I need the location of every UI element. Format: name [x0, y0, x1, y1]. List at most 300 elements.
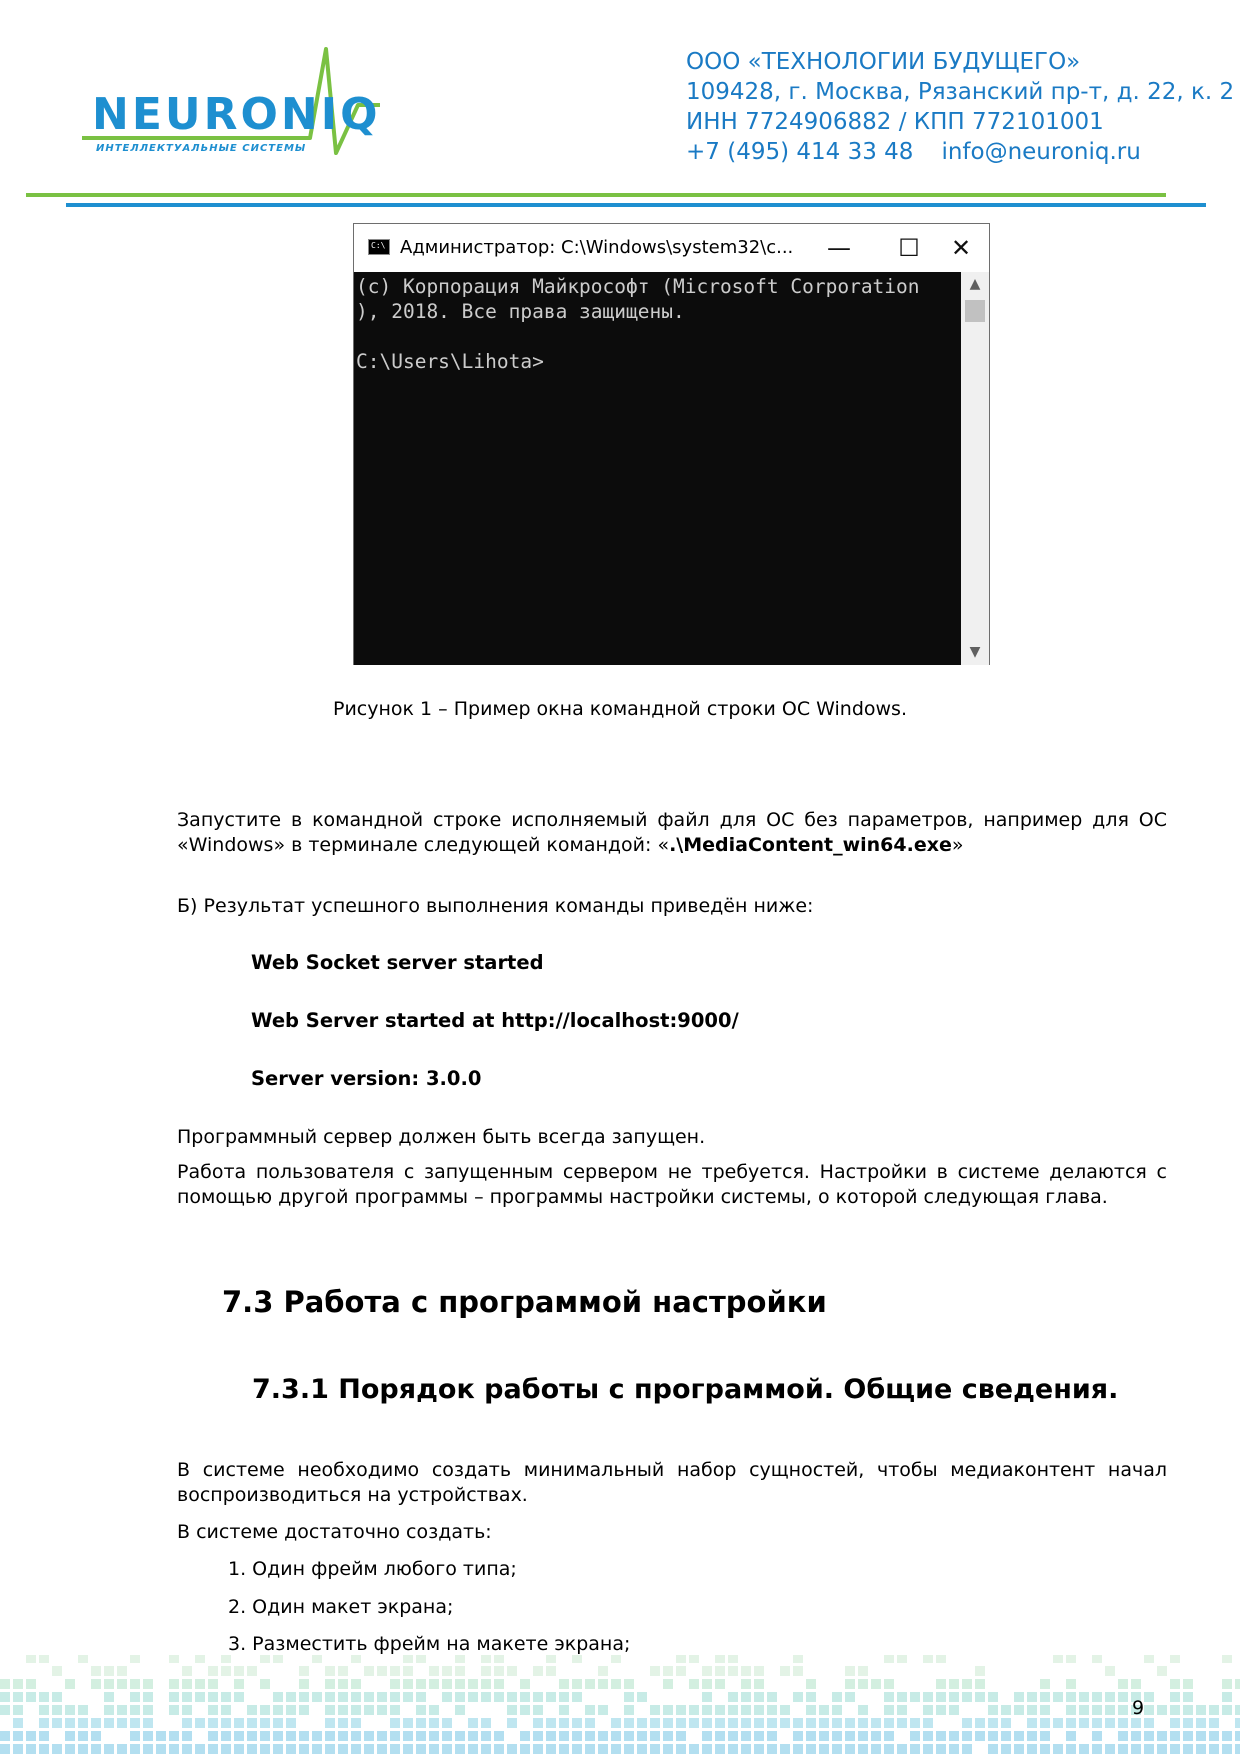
footer-pattern-square — [234, 1718, 244, 1728]
footer-pattern-square — [299, 1692, 309, 1702]
footer-pattern-square — [1170, 1731, 1180, 1741]
footer-pattern-square — [715, 1655, 725, 1663]
footer-pattern-square — [910, 1718, 920, 1728]
footer-pattern-square — [52, 1705, 62, 1715]
footer-pattern-square — [481, 1718, 491, 1728]
footer-pattern-square — [936, 1679, 946, 1689]
footer-pattern-square — [130, 1679, 140, 1689]
footer-pattern-square — [364, 1666, 374, 1676]
footer-pattern-square — [572, 1744, 582, 1754]
footer-pattern-square — [169, 1744, 179, 1754]
footer-pattern-square — [195, 1692, 205, 1702]
footer-pattern-square — [1196, 1705, 1206, 1715]
footer-pattern-square — [429, 1705, 439, 1715]
company-phone: +7 (495) 414 33 48 — [686, 139, 914, 165]
footer-pattern-square — [1027, 1718, 1037, 1728]
footer-pattern-square — [624, 1679, 634, 1689]
footer-pattern-square — [221, 1655, 231, 1663]
footer-pattern-square — [78, 1718, 88, 1728]
footer-pattern-square — [351, 1744, 361, 1754]
footer-pattern-square — [377, 1744, 387, 1754]
footer-pattern-square — [572, 1718, 582, 1728]
footer-pattern-square — [494, 1692, 504, 1702]
footer-pattern-square — [1209, 1718, 1219, 1728]
section-heading: 7.3 Работа с программой настройки — [222, 1285, 827, 1319]
footer-pattern-square — [1131, 1744, 1141, 1754]
footer-pattern-square — [611, 1679, 621, 1689]
footer-pattern-square — [780, 1705, 790, 1715]
footer-pattern-square — [949, 1705, 959, 1715]
footer-pattern-square — [390, 1705, 400, 1715]
footer-pattern-square — [1027, 1705, 1037, 1715]
footer-pattern-square — [507, 1718, 517, 1728]
footer-pattern-square — [1131, 1731, 1141, 1741]
footer-pattern-square — [1235, 1679, 1240, 1689]
footer-pattern-square — [884, 1692, 894, 1702]
footer-pattern-square — [598, 1731, 608, 1741]
footer-pattern-square — [130, 1744, 140, 1754]
footer-pattern-square — [533, 1692, 543, 1702]
footer-pattern-square — [1118, 1744, 1128, 1754]
footer-pattern-square — [390, 1679, 400, 1689]
footer-pattern-square — [78, 1731, 88, 1741]
footer-pattern-square — [130, 1655, 140, 1663]
footer-pattern-square — [663, 1705, 673, 1715]
footer-pattern-square — [169, 1705, 179, 1715]
company-inn-kpp: ИНН 7724906882 / КПП 772101001 — [686, 109, 1104, 135]
footer-pattern-square — [819, 1705, 829, 1715]
footer-pattern-square — [728, 1655, 738, 1663]
footer-pattern-square — [416, 1744, 426, 1754]
footer-pattern-square — [1196, 1744, 1206, 1754]
footer-pattern-square — [13, 1744, 23, 1754]
footer-pattern-square — [234, 1731, 244, 1741]
footer-pattern-square — [559, 1692, 569, 1702]
logo-subtitle: ИНТЕЛЛЕКТУАЛЬНЫЕ СИСТЕМЫ — [96, 143, 307, 154]
footer-pattern-square — [676, 1718, 686, 1728]
footer-pattern-square — [637, 1744, 647, 1754]
footer-pattern-square — [715, 1666, 725, 1676]
console-title: Администратор: C:\Windows\system32\c... — [400, 237, 794, 258]
footer-pattern-square — [715, 1679, 725, 1689]
footer-pattern-square — [1131, 1679, 1141, 1689]
footer-pattern-square — [156, 1744, 166, 1754]
footer-pattern-square — [273, 1731, 283, 1741]
footer-pattern-square — [754, 1692, 764, 1702]
footer-pattern-square — [455, 1692, 465, 1702]
footer-pattern-square — [780, 1718, 790, 1728]
footer-pattern-square — [1001, 1705, 1011, 1715]
footer-pattern-square — [832, 1692, 842, 1702]
footer-pattern-square — [26, 1731, 36, 1741]
footer-pattern-square — [1170, 1679, 1180, 1689]
console-scrollbar[interactable] — [961, 272, 989, 665]
footer-pattern-square — [221, 1692, 231, 1702]
footer-pattern-square — [130, 1705, 140, 1715]
scrollbar-thumb[interactable] — [965, 300, 985, 322]
footer-pattern-square — [416, 1679, 426, 1689]
footer-pattern-square — [1118, 1679, 1128, 1689]
footer-pattern-square — [182, 1679, 192, 1689]
footer-pattern-square — [1027, 1692, 1037, 1702]
footer-pattern-square — [442, 1744, 452, 1754]
footer-pattern-square — [104, 1666, 114, 1676]
footer-pattern-square — [130, 1731, 140, 1741]
footer-pattern-square — [182, 1705, 192, 1715]
footer-pattern-square — [793, 1731, 803, 1741]
footer-pattern-square — [715, 1731, 725, 1741]
footer-pattern-square — [26, 1744, 36, 1754]
footer-pattern-square — [715, 1744, 725, 1754]
footer-pattern-square — [689, 1718, 699, 1728]
footer-pattern-square — [260, 1744, 270, 1754]
footer-pattern-square — [559, 1705, 569, 1715]
page-number: 9 — [1132, 1697, 1145, 1719]
footer-pattern-square — [234, 1666, 244, 1676]
footer-pattern-square — [741, 1731, 751, 1741]
logo-text: NEURONIQ — [92, 89, 381, 140]
console-window — [353, 223, 990, 665]
footer-pattern-square — [702, 1705, 712, 1715]
footer-pattern-square — [858, 1718, 868, 1728]
footer-pattern-square — [923, 1731, 933, 1741]
footer-pattern-square — [871, 1718, 881, 1728]
footer-pattern-square — [195, 1655, 205, 1663]
footer-pattern-square — [884, 1655, 894, 1663]
footer-pattern-square — [624, 1692, 634, 1702]
footer-pattern-square — [845, 1692, 855, 1702]
footer-pattern-square — [13, 1705, 23, 1715]
footer-pattern-square — [429, 1666, 439, 1676]
footer-pattern-square — [520, 1744, 530, 1754]
footer-pattern-square — [1040, 1692, 1050, 1702]
footer-pattern-square — [65, 1731, 75, 1741]
footer-pattern-square — [39, 1692, 49, 1702]
footer-pattern-square — [663, 1718, 673, 1728]
footer-pattern-square — [1209, 1731, 1219, 1741]
footer-pattern-square — [923, 1718, 933, 1728]
footer-pattern-square — [793, 1666, 803, 1676]
footer-pattern-square — [260, 1718, 270, 1728]
footer-pattern-square — [559, 1679, 569, 1689]
footer-pattern-square — [351, 1692, 361, 1702]
footer-pattern-square — [234, 1744, 244, 1754]
footer-pattern-square — [455, 1705, 465, 1715]
footer-pattern-square — [1105, 1744, 1115, 1754]
footer-pattern-square — [1235, 1731, 1240, 1741]
footer-pattern-square — [195, 1744, 205, 1754]
footer-pattern-square — [1053, 1744, 1063, 1754]
footer-pattern-square — [923, 1705, 933, 1715]
footer-pattern-square — [52, 1692, 62, 1702]
footer-pattern-square — [533, 1718, 543, 1728]
footer-pattern-square — [923, 1692, 933, 1702]
footer-pattern-square — [572, 1655, 582, 1663]
footer-pattern-square — [1183, 1731, 1193, 1741]
footer-pattern-square — [975, 1666, 985, 1676]
footer-pattern-square — [117, 1705, 127, 1715]
footer-pattern-square — [1105, 1692, 1115, 1702]
footer-pattern-square — [793, 1744, 803, 1754]
footer-pattern-square — [546, 1692, 556, 1702]
footer-pattern-square — [533, 1744, 543, 1754]
footer-pattern-square — [1183, 1705, 1193, 1715]
footer-pattern-square — [312, 1744, 322, 1754]
footer-pattern-square — [702, 1666, 712, 1676]
footer-pattern-square — [715, 1718, 725, 1728]
close-button[interactable]: ✕ — [950, 234, 972, 262]
footer-pattern-square — [416, 1731, 426, 1741]
footer-pattern-square — [13, 1731, 23, 1741]
footer-pattern-square — [1118, 1692, 1128, 1702]
footer-pattern-square — [351, 1731, 361, 1741]
footer-pattern-square — [273, 1692, 283, 1702]
footer-pattern-square — [299, 1731, 309, 1741]
footer-pattern-square — [1209, 1705, 1219, 1715]
footer-pattern-square — [338, 1679, 348, 1689]
run-command: .\MediaContent_win64.exe — [669, 834, 952, 856]
footer-pattern-square — [767, 1731, 777, 1741]
footer-pattern-square — [1001, 1744, 1011, 1754]
footer-pattern-square — [364, 1731, 374, 1741]
footer-pattern-square — [767, 1718, 777, 1728]
footer-pattern-square — [208, 1744, 218, 1754]
footer-pattern-square — [221, 1705, 231, 1715]
list-item: 3. Разместить фрейм на макете экрана; — [228, 1633, 631, 1655]
footer-pattern-square — [572, 1692, 582, 1702]
footer-pattern-square — [208, 1705, 218, 1715]
footer-pattern-square — [260, 1655, 270, 1663]
footer-pattern-square — [1053, 1692, 1063, 1702]
footer-pattern-square — [130, 1692, 140, 1702]
footer-pattern-square — [780, 1744, 790, 1754]
footer-pattern-square — [273, 1718, 283, 1728]
footer-pattern-square — [793, 1692, 803, 1702]
footer-pattern-square — [936, 1655, 946, 1663]
footer-pattern-square — [1196, 1731, 1206, 1741]
footer-pattern-square — [897, 1692, 907, 1702]
footer-pattern-square — [1144, 1705, 1154, 1715]
footer-pattern-square — [455, 1655, 465, 1663]
scroll-up-icon[interactable]: ▲ — [969, 276, 981, 292]
footer-pattern-square — [1066, 1705, 1076, 1715]
footer-pattern-square — [338, 1666, 348, 1676]
footer-pattern-square — [754, 1705, 764, 1715]
footer-pattern-square — [468, 1718, 478, 1728]
footer-pattern-square — [416, 1692, 426, 1702]
footer-pattern-square — [897, 1705, 907, 1715]
footer-pattern-square — [221, 1666, 231, 1676]
footer-pattern-square — [91, 1744, 101, 1754]
footer-pattern-square — [1183, 1744, 1193, 1754]
footer-pattern-square — [104, 1679, 114, 1689]
footer-pattern-square — [598, 1705, 608, 1715]
footer-pattern-square — [390, 1692, 400, 1702]
footer-pattern-square — [832, 1744, 842, 1754]
footer-pattern-square — [325, 1744, 335, 1754]
footer-pattern-square — [858, 1705, 868, 1715]
footer-pattern-square — [351, 1718, 361, 1728]
footer-pattern-square — [273, 1655, 283, 1663]
footer-pattern-square — [936, 1692, 946, 1702]
footer-pattern-square — [988, 1718, 998, 1728]
subsection-heading: 7.3.1 Порядок работы с программой. Общие сведения. — [252, 1374, 1119, 1405]
footer-pattern-square — [1105, 1705, 1115, 1715]
footer-pattern-square — [949, 1731, 959, 1741]
footer-pattern-square — [936, 1705, 946, 1715]
footer-pattern-square — [1105, 1666, 1115, 1676]
footer-pattern-square — [689, 1705, 699, 1715]
footer-pattern-square — [0, 1731, 10, 1741]
footer-pattern-square — [208, 1731, 218, 1741]
footer-pattern-square — [39, 1705, 49, 1715]
footer-pattern-square — [637, 1731, 647, 1741]
footer-pattern-square — [845, 1666, 855, 1676]
footer-pattern-square — [650, 1705, 660, 1715]
footer-pattern-square — [325, 1731, 335, 1741]
footer-pattern-square — [494, 1666, 504, 1676]
run-instruction — [177, 808, 1167, 858]
footer-pattern-square — [403, 1679, 413, 1689]
footer-pattern-square — [247, 1718, 257, 1728]
footer-pattern-square — [65, 1744, 75, 1754]
footer-pattern-square — [585, 1718, 595, 1728]
footer-pattern-square — [1001, 1731, 1011, 1741]
footer-pattern-square — [1014, 1692, 1024, 1702]
footer-pattern-square — [520, 1731, 530, 1741]
footer-pattern-square — [26, 1655, 36, 1663]
footer-pattern-square — [377, 1666, 387, 1676]
footer-pattern-square — [65, 1679, 75, 1689]
footer-pattern-square — [741, 1692, 751, 1702]
footer-pattern-square — [377, 1692, 387, 1702]
footer-pattern-square — [91, 1666, 101, 1676]
footer-pattern-square — [351, 1655, 361, 1663]
footer-pattern-square — [481, 1655, 491, 1663]
footer-pattern-square — [130, 1718, 140, 1728]
footer-pattern-square — [195, 1679, 205, 1689]
footer-pattern-square — [468, 1692, 478, 1702]
footer-pattern-square — [1040, 1731, 1050, 1741]
footer-pattern-square — [338, 1718, 348, 1728]
footer-pattern-square — [845, 1679, 855, 1689]
footer-pattern-square — [884, 1718, 894, 1728]
footer-pattern-square — [1144, 1744, 1154, 1754]
footer-pattern-square — [1079, 1718, 1089, 1728]
console-title-bar[interactable] — [354, 224, 989, 272]
footer-pattern-square — [273, 1744, 283, 1754]
footer-pattern-square — [845, 1718, 855, 1728]
footer-pattern-square — [884, 1731, 894, 1741]
footer-pattern-square — [819, 1744, 829, 1754]
console-line: (c) Корпорация Майкрософт (Microsoft Corporation — [356, 275, 920, 298]
footer-pattern-square — [156, 1731, 166, 1741]
footer-pattern-square — [13, 1679, 23, 1689]
footer-pattern-square — [1222, 1744, 1232, 1754]
company-email[interactable]: info@neuroniq.ru — [941, 139, 1141, 165]
footer-pattern-square — [806, 1744, 816, 1754]
footer-pattern-square — [1183, 1679, 1193, 1689]
footer-pattern-square — [208, 1666, 218, 1676]
footer-pattern-square — [117, 1744, 127, 1754]
footer-pattern-square — [338, 1731, 348, 1741]
footer-pattern-square — [481, 1666, 491, 1676]
footer-pattern-square — [858, 1666, 868, 1676]
footer-pattern-square — [273, 1705, 283, 1715]
footer-pattern-square — [169, 1731, 179, 1741]
footer-pattern-square — [611, 1655, 621, 1663]
footer-pattern-square — [1092, 1705, 1102, 1715]
footer-pattern-square — [650, 1731, 660, 1741]
footer-pattern-square — [325, 1705, 335, 1715]
footer-pattern-square — [754, 1744, 764, 1754]
footer-pattern-square — [806, 1718, 816, 1728]
footer-pattern-square — [65, 1705, 75, 1715]
footer-pattern-square — [871, 1679, 881, 1689]
header-divider-blue — [66, 203, 1206, 207]
footer-pattern-square — [585, 1744, 595, 1754]
footer-pattern-square — [143, 1744, 153, 1754]
footer-pattern-square — [403, 1692, 413, 1702]
footer-pattern-square — [702, 1692, 712, 1702]
console-line: ), 2018. Все права защищены. — [356, 300, 685, 323]
footer-pattern-square — [208, 1679, 218, 1689]
footer-pattern-square — [728, 1705, 738, 1715]
footer-pattern-square — [286, 1744, 296, 1754]
maximize-button[interactable]: ☐ — [898, 234, 920, 262]
footer-pattern-square — [806, 1731, 816, 1741]
scroll-down-icon[interactable]: ▼ — [969, 644, 981, 660]
footer-pattern-square — [312, 1731, 322, 1741]
footer-pattern-square — [52, 1718, 62, 1728]
footer-pattern-square — [897, 1718, 907, 1728]
footer-pattern-square — [780, 1666, 790, 1676]
footer-pattern-square — [806, 1692, 816, 1702]
footer-pattern-square — [598, 1666, 608, 1676]
footer-pattern-square — [546, 1655, 556, 1663]
footer-pattern-square — [845, 1744, 855, 1754]
footer-pattern-square — [624, 1744, 634, 1754]
footer-pattern-square — [78, 1744, 88, 1754]
footer-pattern-square — [520, 1705, 530, 1715]
footer-pattern-square — [338, 1744, 348, 1754]
footer-pattern-square — [559, 1731, 569, 1741]
footer-pattern-square — [988, 1692, 998, 1702]
console-output[interactable] — [354, 272, 961, 665]
footer-pattern-square — [1066, 1718, 1076, 1728]
footer-pattern-square — [377, 1731, 387, 1741]
footer-pattern-square — [104, 1692, 114, 1702]
footer-pattern-square — [962, 1744, 972, 1754]
footer-pattern-square — [1144, 1655, 1154, 1663]
footer-pattern-square — [806, 1705, 816, 1715]
footer-pattern-square — [260, 1679, 270, 1689]
footer-pattern-square — [481, 1692, 491, 1702]
footer-pattern-square — [13, 1692, 23, 1702]
footer-pattern-square — [754, 1731, 764, 1741]
footer-pattern-square — [585, 1731, 595, 1741]
footer-pattern-square — [65, 1718, 75, 1728]
footer-pattern-square — [0, 1679, 10, 1689]
minimize-button[interactable]: — — [827, 234, 851, 262]
footer-pattern-square — [429, 1744, 439, 1754]
footer-pattern-square — [52, 1666, 62, 1676]
footer-pattern-square — [533, 1666, 543, 1676]
figure-caption: Рисунок 1 – Пример окна командной строки ОС Windows. — [333, 698, 907, 720]
footer-pattern-square — [728, 1718, 738, 1728]
footer-pattern-square — [364, 1744, 374, 1754]
company-contacts — [686, 137, 1206, 167]
